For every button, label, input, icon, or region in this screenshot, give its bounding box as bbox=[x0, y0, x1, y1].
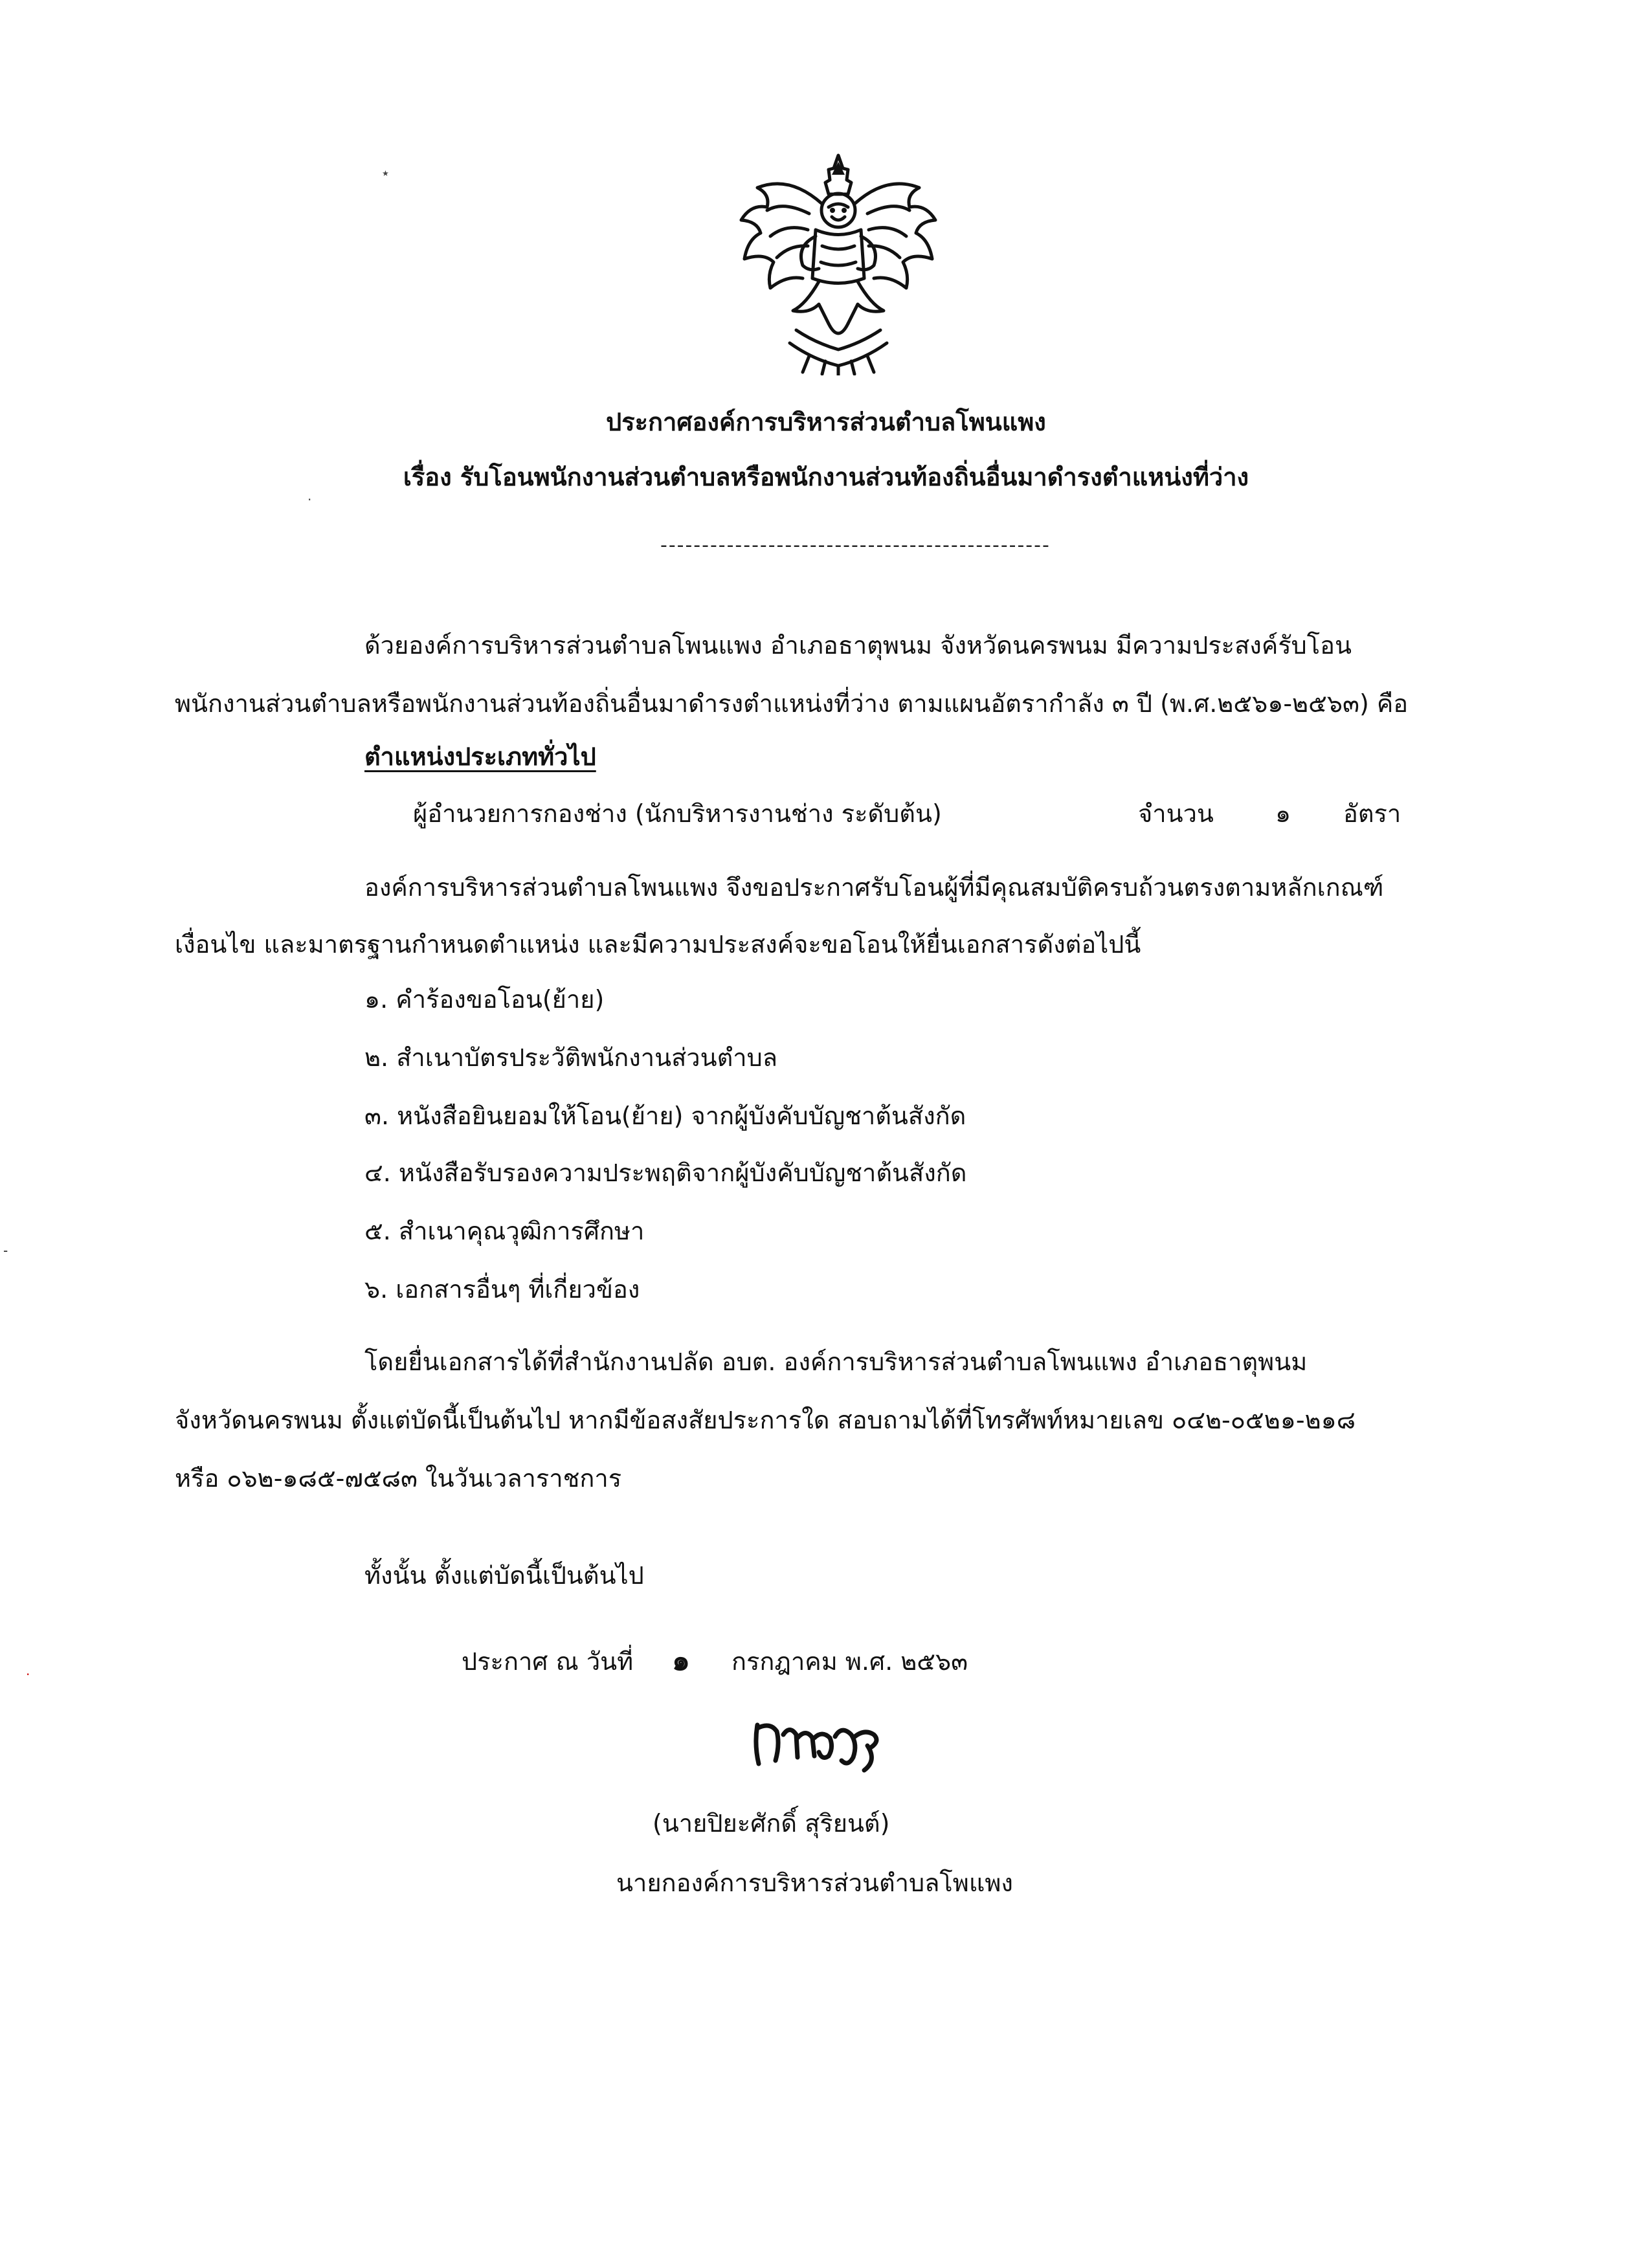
scan-speck: - bbox=[3, 1243, 8, 1258]
position-category: ตำแหน่งประเภททั่วไป bbox=[364, 742, 596, 771]
submit-line-3: หรือ ๐๖๒-๑๘๕-๗๕๘๓ ในวันเวลาราชการ bbox=[175, 1464, 622, 1493]
document-item: ๕. สำเนาคุณวุฒิการศึกษา bbox=[364, 1217, 645, 1245]
document-item: ๖. เอกสารอื่นๆ ที่เกี่ยวข้อง bbox=[364, 1275, 640, 1304]
document-item: ๔. หนังสือรับรองความประพฤติจากผู้บังคับบัญชาต้นสังกัด bbox=[364, 1159, 967, 1187]
closing-statement: ทั้งนั้น ตั้งแต่บัดนี้เป็นต้นไป bbox=[364, 1561, 644, 1590]
position-name: ผู้อำนวยการกองช่าง (นักบริหารงานช่าง ระดับต้น) bbox=[413, 799, 942, 828]
docs-intro-line-2: เงื่อนไข และมาตรฐานกำหนดตำแหน่ง และมีความประสงค์จะขอโอนให้ยื่นเอกสารดังต่อไปนี้ bbox=[175, 930, 1141, 959]
date-rest: กรกฎาคม พ.ศ. ๒๕๖๓ bbox=[731, 1647, 968, 1676]
intro-line-2: พนักงานส่วนตำบลหรือพนักงานส่วนท้องถิ่นอื่นมาดำรงตำแหน่งที่ว่าง ตามแผนอัตรากำลัง ๓ ปี (พ.ศ.๒๕๖๑-๒๕๖๓) คือ bbox=[175, 689, 1409, 718]
document-item: ๓. หนังสือยินยอมให้โอน(ย้าย) จากผู้บังคับบัญชาต้นสังกัด bbox=[364, 1102, 966, 1130]
position-count: ๑ bbox=[1275, 799, 1291, 828]
scan-speck: · bbox=[26, 1667, 30, 1682]
date-day: ๑ bbox=[672, 1644, 690, 1677]
announcement-subject: เรื่อง รับโอนพนักงานส่วนตำบลหรือพนักงานส่วนท้องถิ่นอื่นมาดำรงตำแหน่งที่ว่าง bbox=[403, 463, 1249, 491]
document-item: ๑. คำร้องขอโอน(ย้าย) bbox=[364, 985, 605, 1014]
scan-speck: ٭ bbox=[382, 165, 389, 181]
garuda-emblem-icon bbox=[731, 149, 945, 375]
announcement-title: ประกาศองค์การบริหารส่วนตำบลโพนแพง bbox=[606, 408, 1046, 436]
intro-line-1: ด้วยองค์การบริหารส่วนตำบลโพนแพง อำเภอธาตุพนม จังหวัดนครพนม มีความประสงค์รับโอน bbox=[364, 631, 1352, 660]
date-prefix: ประกาศ ณ วันที่ bbox=[462, 1647, 634, 1676]
submit-line-2: จังหวัดนครพนม ตั้งแต่บัดนี้เป็นต้นไป หากมีข้อสงสัยประการใด สอบถามได้ที่โทรศัพท์หมายเลข ๐๔๒-๐๕๒๑-๒๑๘ bbox=[175, 1406, 1356, 1434]
docs-intro-line-1: องค์การบริหารส่วนตำบลโพนแพง จึงขอประกาศรับโอนผู้ที่มีคุณสมบัติครบถ้วนตรงตามหลักเกณฑ์ bbox=[364, 873, 1384, 902]
signer-name: (นายปิยะศักดิ์ สุริยนต์) bbox=[653, 1809, 890, 1838]
handwritten-signature bbox=[744, 1706, 893, 1777]
title-separator: ----------------------------------------------- bbox=[660, 534, 1051, 557]
position-unit: อัตรา bbox=[1343, 799, 1401, 828]
document-item: ๒. สำเนาบัตรประวัติพนักงานส่วนตำบล bbox=[364, 1043, 778, 1072]
signer-title: นายกองค์การบริหารส่วนตำบลโพแพง bbox=[616, 1869, 1013, 1897]
submit-line-1: โดยยื่นเอกสารได้ที่สำนักงานปลัด อบต. องค์การบริหารส่วนตำบลโพนแพง อำเภอธาตุพนม bbox=[364, 1348, 1308, 1376]
scan-speck: · bbox=[307, 492, 312, 507]
position-count-label: จำนวน bbox=[1138, 799, 1214, 828]
